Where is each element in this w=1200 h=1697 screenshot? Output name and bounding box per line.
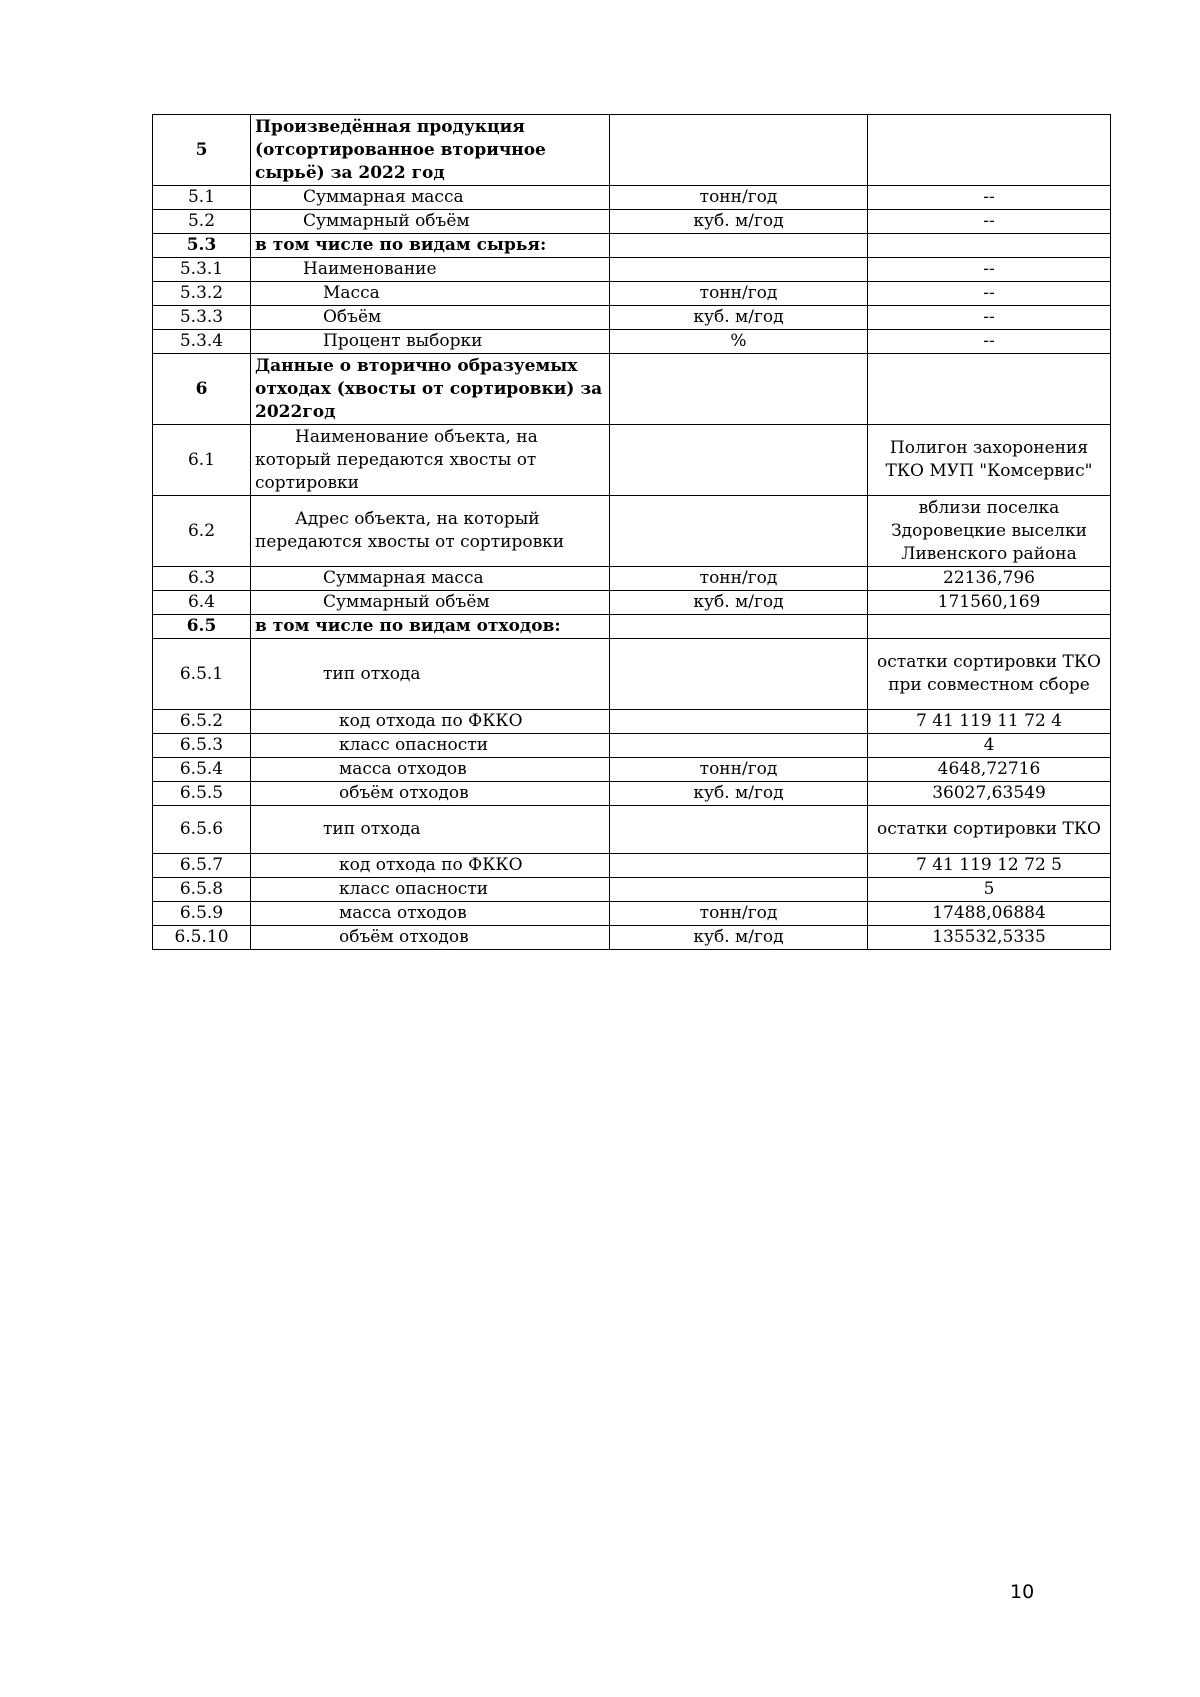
row-name-cell: тип отхода (251, 639, 610, 710)
row-number-cell: 6.4 (153, 591, 251, 615)
row-value-cell: 4 (868, 734, 1111, 758)
row-name-cell: Суммарная масса (251, 567, 610, 591)
row-name-cell: Наименование объекта, на который передаются хвосты от сортировки (251, 425, 610, 496)
row-name-cell: масса отходов (251, 758, 610, 782)
row-value-cell: остатки сортировки ТКО при совместном сборе (868, 639, 1111, 710)
row-value-cell: 5 (868, 878, 1111, 902)
table-row (153, 710, 1111, 734)
table-row (153, 806, 1111, 854)
row-number-cell: 6.5.1 (153, 639, 251, 710)
table-row (153, 591, 1111, 615)
row-value-cell: -- (868, 330, 1111, 354)
row-name-cell: в том числе по видам сырья: (251, 234, 610, 258)
row-number-cell: 5.3 (153, 234, 251, 258)
table-row (153, 878, 1111, 902)
row-name-cell: Суммарная масса (251, 186, 610, 210)
row-unit-cell (610, 878, 868, 902)
row-name-cell: в том числе по видам отходов: (251, 615, 610, 639)
row-unit-cell: куб. м/год (610, 782, 868, 806)
row-value-cell: -- (868, 186, 1111, 210)
row-unit-cell (610, 258, 868, 282)
row-value-cell (868, 115, 1111, 186)
row-unit-cell: % (610, 330, 868, 354)
row-value-cell: 7 41 119 11 72 4 (868, 710, 1111, 734)
table-row (153, 734, 1111, 758)
row-unit-cell (610, 115, 868, 186)
table-row (153, 330, 1111, 354)
table-row (153, 306, 1111, 330)
row-number-cell: 6.5.3 (153, 734, 251, 758)
row-unit-cell (610, 354, 868, 425)
row-number-cell: 6.5.4 (153, 758, 251, 782)
table-row (153, 902, 1111, 926)
row-name-cell: Наименование (251, 258, 610, 282)
table-row (153, 567, 1111, 591)
row-number-cell: 6.5.8 (153, 878, 251, 902)
table-row (153, 926, 1111, 950)
row-name-cell: масса отходов (251, 902, 610, 926)
row-number-cell: 6.5.2 (153, 710, 251, 734)
row-unit-cell (610, 234, 868, 258)
row-value-cell (868, 354, 1111, 425)
row-name-cell: тип отхода (251, 806, 610, 854)
row-value-cell: остатки сортировки ТКО (868, 806, 1111, 854)
row-value-cell: 36027,63549 (868, 782, 1111, 806)
row-number-cell: 5.3.2 (153, 282, 251, 306)
row-number-cell: 6.5.10 (153, 926, 251, 950)
row-unit-cell: тонн/год (610, 758, 868, 782)
table-row (153, 782, 1111, 806)
table-row (153, 639, 1111, 710)
data-table (152, 114, 1111, 950)
table-row (153, 186, 1111, 210)
row-value-cell: -- (868, 210, 1111, 234)
row-unit-cell (610, 806, 868, 854)
row-unit-cell (610, 639, 868, 710)
row-value-cell: 22136,796 (868, 567, 1111, 591)
row-unit-cell: тонн/год (610, 902, 868, 926)
row-unit-cell (610, 854, 868, 878)
row-number-cell: 6.1 (153, 425, 251, 496)
row-value-cell: -- (868, 306, 1111, 330)
table-row (153, 258, 1111, 282)
row-value-cell (868, 234, 1111, 258)
row-unit-cell: тонн/год (610, 282, 868, 306)
row-name-cell: код отхода по ФККО (251, 710, 610, 734)
row-unit-cell: куб. м/год (610, 591, 868, 615)
row-number-cell: 6.5.7 (153, 854, 251, 878)
table-row (153, 425, 1111, 496)
row-value-cell: 4648,72716 (868, 758, 1111, 782)
row-number-cell: 6.5 (153, 615, 251, 639)
row-number-cell: 5.3.3 (153, 306, 251, 330)
row-name-cell: класс опасности (251, 878, 610, 902)
row-unit-cell: тонн/год (610, 186, 868, 210)
row-number-cell: 6.3 (153, 567, 251, 591)
table-row (153, 115, 1111, 186)
table-row (153, 615, 1111, 639)
row-number-cell: 5.1 (153, 186, 251, 210)
row-value-cell: вблизи поселка Здоровецкие выселки Ливенского района (868, 496, 1111, 567)
table-row (153, 282, 1111, 306)
row-number-cell: 6 (153, 354, 251, 425)
table-body (153, 115, 1111, 950)
row-unit-cell: куб. м/год (610, 210, 868, 234)
row-number-cell: 6.5.6 (153, 806, 251, 854)
row-number-cell: 6.5.5 (153, 782, 251, 806)
row-unit-cell: куб. м/год (610, 926, 868, 950)
table-row (153, 234, 1111, 258)
row-unit-cell (610, 615, 868, 639)
row-name-cell: Произведённая продукция (отсортированное вторичное сырьё) за 2022 год (251, 115, 610, 186)
row-number-cell: 6.5.9 (153, 902, 251, 926)
row-number-cell: 5.3.4 (153, 330, 251, 354)
row-value-cell: -- (868, 258, 1111, 282)
row-value-cell: -- (868, 282, 1111, 306)
row-value-cell (868, 615, 1111, 639)
row-name-cell: Масса (251, 282, 610, 306)
row-number-cell: 5 (153, 115, 251, 186)
row-number-cell: 5.2 (153, 210, 251, 234)
row-unit-cell: куб. м/год (610, 306, 868, 330)
row-value-cell: Полигон захоронения ТКО МУП "Комсервис" (868, 425, 1111, 496)
row-name-cell: код отхода по ФККО (251, 854, 610, 878)
row-name-cell: Процент выборки (251, 330, 610, 354)
table-row (153, 210, 1111, 234)
row-name-cell: объём отходов (251, 782, 610, 806)
row-name-cell: класс опасности (251, 734, 610, 758)
table-row (153, 496, 1111, 567)
row-number-cell: 5.3.1 (153, 258, 251, 282)
row-value-cell: 135532,5335 (868, 926, 1111, 950)
table-row (153, 354, 1111, 425)
row-value-cell: 171560,169 (868, 591, 1111, 615)
row-name-cell: Данные о вторично образуемых отходах (хвосты от сортировки) за 2022год (251, 354, 610, 425)
row-value-cell: 7 41 119 12 72 5 (868, 854, 1111, 878)
row-name-cell: Адрес объекта, на который передаются хвосты от сортировки (251, 496, 610, 567)
row-unit-cell (610, 496, 868, 567)
row-unit-cell (610, 710, 868, 734)
row-unit-cell (610, 734, 868, 758)
table-row (153, 758, 1111, 782)
table-row (153, 854, 1111, 878)
row-name-cell: объём отходов (251, 926, 610, 950)
row-value-cell: 17488,06884 (868, 902, 1111, 926)
row-name-cell: Суммарный объём (251, 210, 610, 234)
row-unit-cell (610, 425, 868, 496)
row-name-cell: Суммарный объём (251, 591, 610, 615)
row-number-cell: 6.2 (153, 496, 251, 567)
row-unit-cell: тонн/год (610, 567, 868, 591)
row-name-cell: Объём (251, 306, 610, 330)
page-number: 10 (1010, 1581, 1035, 1603)
